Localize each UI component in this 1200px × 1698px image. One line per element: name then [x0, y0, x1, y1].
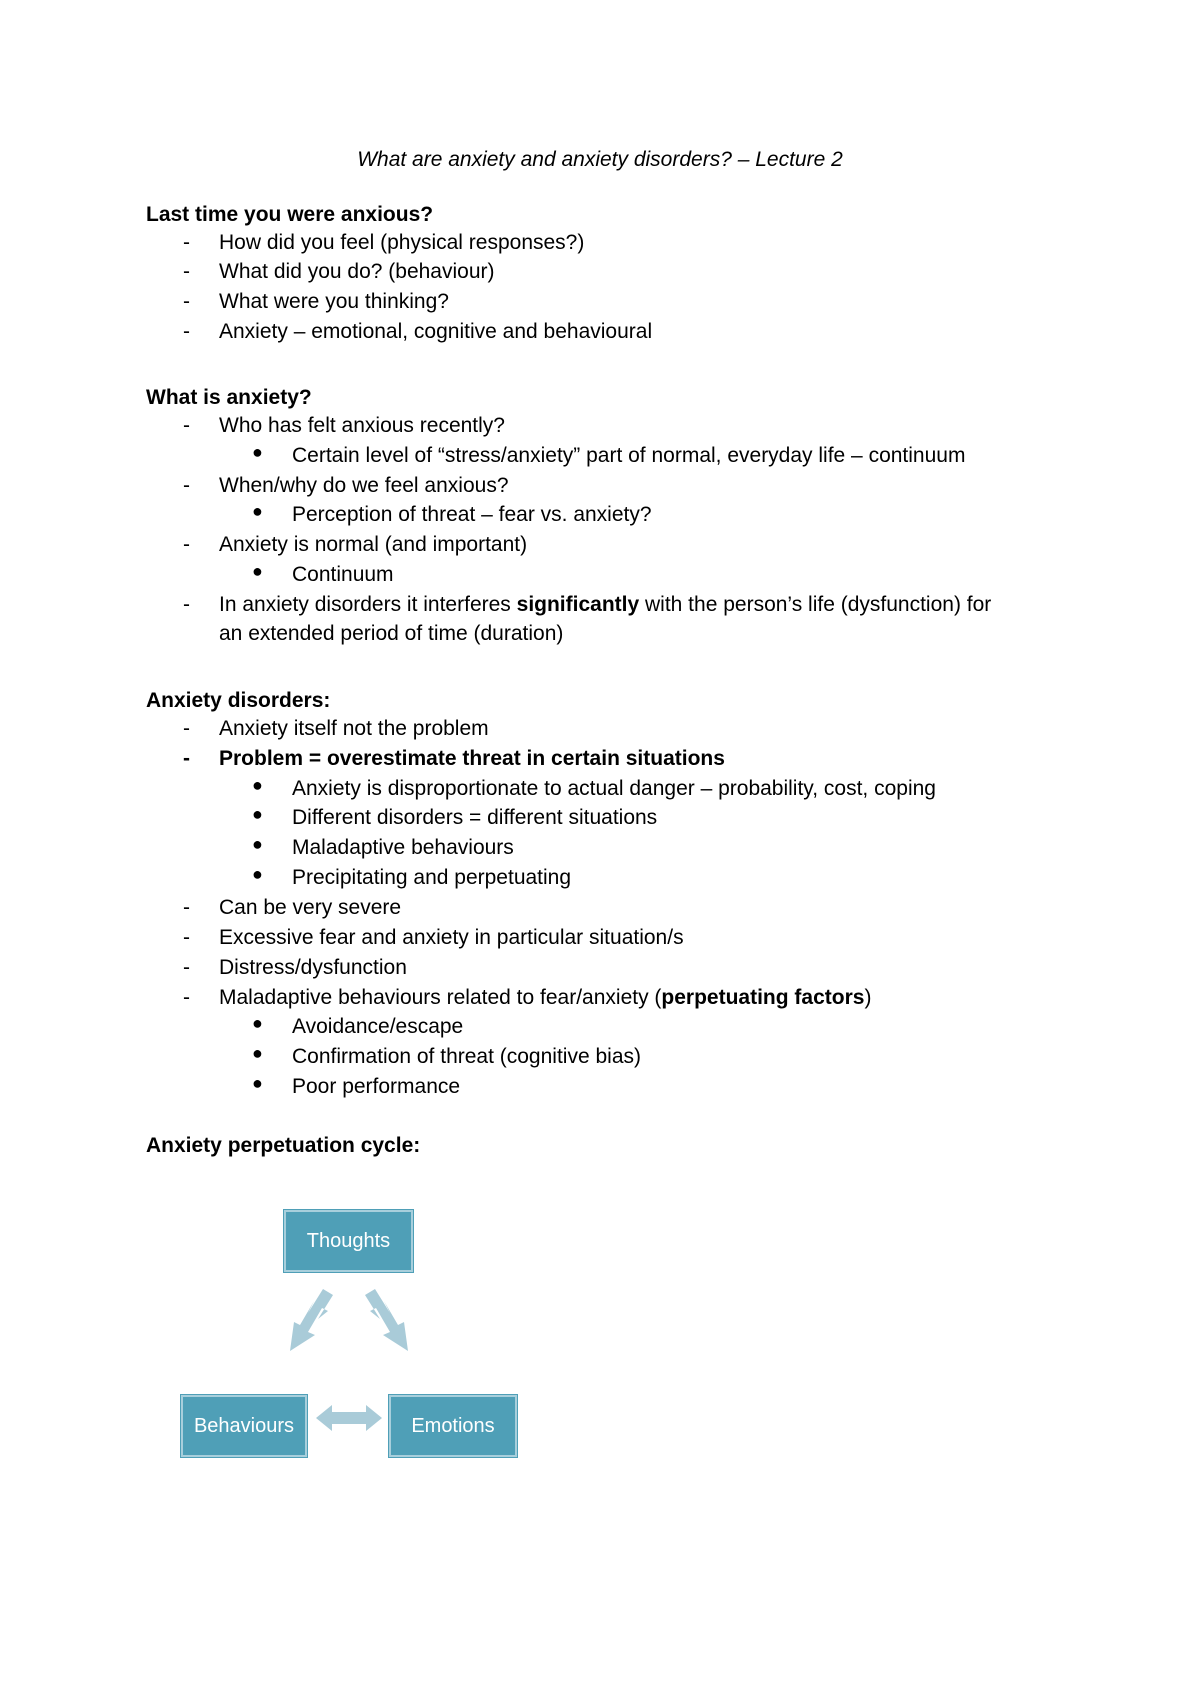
dash-marker: - — [183, 896, 190, 919]
emphasis-perpetuating-factors: perpetuating factors — [661, 986, 865, 1009]
node-emotions: Emotions — [389, 1395, 517, 1457]
bullet-marker: ● — [252, 834, 263, 854]
sub-list-item-text: Maladaptive behaviours — [292, 836, 514, 859]
dash-marker: - — [183, 260, 190, 283]
section-heading-last-time: Last time you were anxious? — [146, 203, 434, 226]
section-heading-perpetuation-cycle: Anxiety perpetuation cycle: — [146, 1134, 421, 1157]
dash-marker: - — [183, 956, 190, 979]
document-title: What are anxiety and anxiety disorders? – Lecture 2 — [357, 148, 843, 171]
arrow-behaviours-emotions — [316, 1405, 382, 1431]
dash-marker: - — [183, 747, 190, 770]
section-heading-what-is-anxiety: What is anxiety? — [146, 386, 312, 409]
bullet-marker: ● — [252, 1073, 263, 1093]
bullet-marker: ● — [252, 804, 263, 824]
list-item-text: Can be very severe — [219, 896, 402, 919]
list-item-text-part: Maladaptive behaviours related to fear/anxiety ( — [219, 986, 662, 1009]
sub-list-item-text: Anxiety is disproportionate to actual danger – probability, cost, coping — [292, 777, 936, 800]
dash-marker: - — [183, 414, 190, 437]
sub-list-item-text: Perception of threat – fear vs. anxiety? — [292, 503, 652, 526]
sub-list-item-text: Precipitating and perpetuating — [292, 866, 572, 889]
sub-list-item-text: Avoidance/escape — [292, 1015, 464, 1038]
list-item-text-part: with the person’s life (dysfunction) for — [639, 593, 992, 616]
list-item-text: Excessive fear and anxiety in particular situation/s — [219, 926, 684, 949]
bullet-marker: ● — [252, 501, 263, 521]
dash-marker: - — [183, 926, 190, 949]
dash-marker: - — [183, 320, 190, 343]
arrow-thoughts-emotions — [365, 1289, 408, 1351]
dash-marker: - — [183, 290, 190, 313]
sub-list-item-text: Different disorders = different situations — [292, 806, 658, 829]
bullet-marker: ● — [252, 442, 263, 462]
node-behaviours: Behaviours — [181, 1395, 307, 1457]
emphasis-significantly: significantly — [516, 593, 640, 616]
dash-marker: - — [183, 986, 190, 1009]
arrow-thoughts-behaviours — [290, 1289, 333, 1351]
list-item-text: Distress/dysfunction — [219, 956, 407, 979]
list-item-text: Anxiety is normal (and important) — [219, 533, 528, 556]
sub-list-item-text: Confirmation of threat (cognitive bias) — [292, 1045, 641, 1068]
node-thoughts: Thoughts — [284, 1210, 413, 1272]
bullet-marker: ● — [252, 775, 263, 795]
dash-marker: - — [183, 717, 190, 740]
dash-marker: - — [183, 231, 190, 254]
list-item-text: Anxiety itself not the problem — [219, 717, 489, 740]
dash-marker: - — [183, 533, 190, 556]
list-item-text: Problem = overestimate threat in certain situations — [219, 747, 725, 770]
list-item-text — [219, 986, 871, 1010]
sub-list-item-text: Continuum — [292, 563, 394, 586]
list-item-text: Who has felt anxious recently? — [219, 414, 505, 437]
list-item-text: Anxiety – emotional, cognitive and behavioural — [219, 320, 653, 343]
bullet-marker: ● — [252, 1043, 263, 1063]
list-item-text-part: ) — [864, 986, 872, 1009]
sub-list-item-text: Certain level of “stress/anxiety” part of normal, everyday life – continuum — [292, 444, 966, 467]
dash-marker: - — [183, 474, 190, 497]
list-item-text: What were you thinking? — [219, 290, 449, 313]
sub-list-item-text: Poor performance — [292, 1075, 461, 1098]
bullet-marker: ● — [252, 561, 263, 581]
list-item-text: What did you do? (behaviour) — [219, 260, 495, 283]
list-item-text — [219, 593, 991, 617]
list-item-text: When/why do we feel anxious? — [219, 474, 509, 497]
list-item-text-part: In anxiety disorders it interferes — [219, 593, 517, 616]
list-item-text: How did you feel (physical responses?) — [219, 231, 585, 254]
section-heading-anxiety-disorders: Anxiety disorders: — [146, 689, 331, 712]
bullet-marker: ● — [252, 1013, 263, 1033]
list-item-text: an extended period of time (duration) — [219, 622, 564, 645]
bullet-marker: ● — [252, 864, 263, 884]
dash-marker: - — [183, 593, 190, 616]
